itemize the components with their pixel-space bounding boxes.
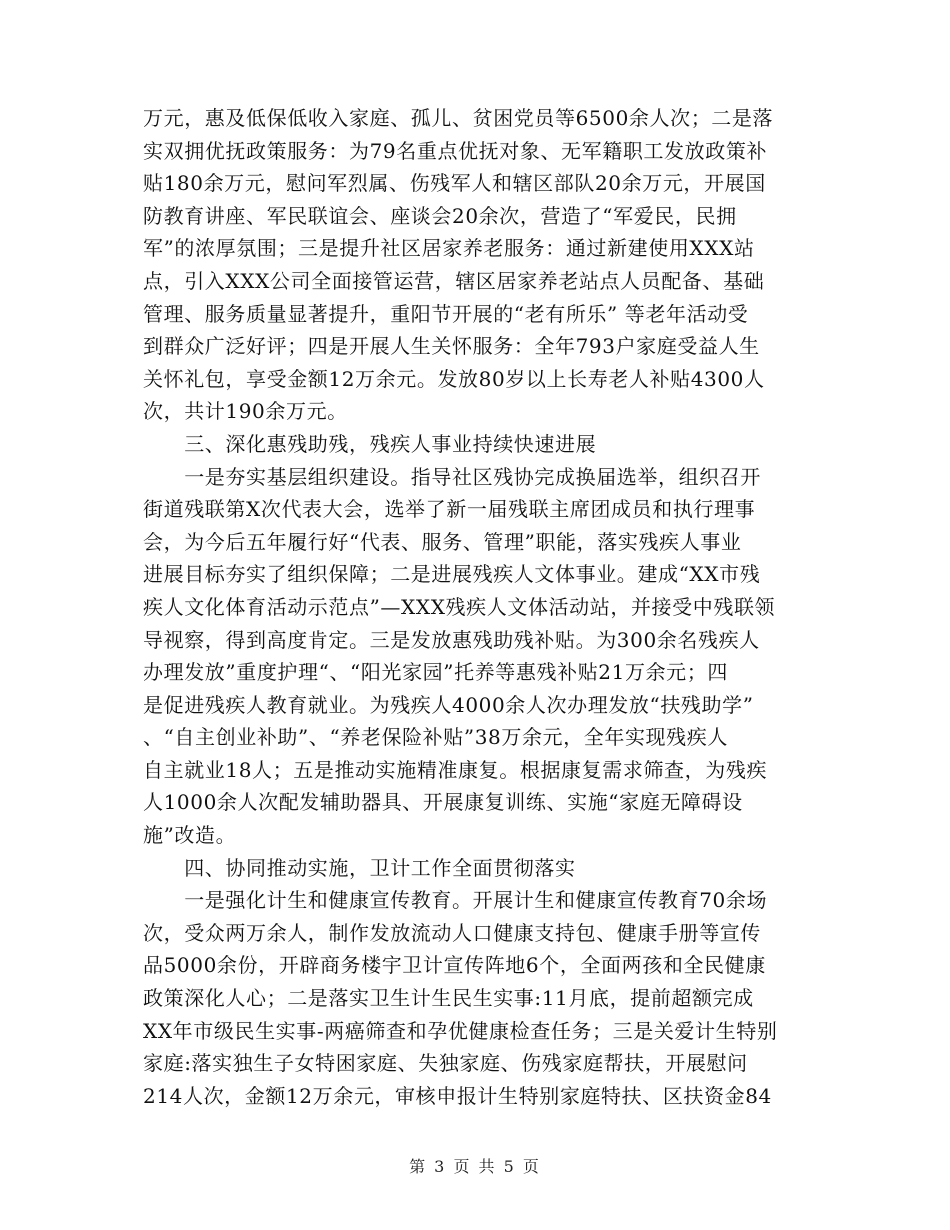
text-line: 军”的浓厚氛围；三是提升社区居家养老服务：通过新建使用XXX站 [143, 236, 755, 261]
text-line: 一是夯实基层组织建设。指导社区残协完成换届选举，组织召开 [143, 464, 761, 489]
text-line: 家庭:落实独生子女特困家庭、失独家庭、伤残家庭帮扶，开展慰问 [143, 1051, 748, 1076]
page-footer: 第 3 页 共 5 页 [409, 1157, 541, 1176]
text-line: 自主就业18人；五是推动实施精准康复。根据康复需求筛查，为残疾 [143, 757, 768, 782]
text-line: 人1000余人次配发辅助器具、开展康复训练、实施“家庭无障碍设 [143, 790, 743, 815]
text-line: 导视察，得到高度肯定。三是发放惠残助残补贴。为300余名残疾人 [143, 627, 760, 652]
section-heading: 三、深化惠残助残，残疾人事业持续快速进展 [143, 431, 597, 456]
text-line: 万元，惠及低保低收入家庭、孤儿、贫困党员等6500余人次；二是落 [143, 106, 774, 130]
text-line: 进展目标夯实了组织保障；二是进展残疾人文体事业。建成“XX市残 [143, 562, 761, 587]
text-line: 街道残联第X次代表大会，选举了新一届残联主席团成员和执行理事 [143, 497, 756, 522]
text-line: 一是强化计生和健康宣传教育。开展计生和健康宣传教育70余场 [143, 888, 768, 913]
text-line: 防教育讲座、军民联谊会、座谈会20余次，营造了“军爱民，民拥 [143, 203, 737, 228]
text-line: 品5000余份，开辟商务楼宇卫计宣传阵地6个，全面两孩和全民健康 [143, 953, 766, 978]
text-line: 政策深化人心；二是落实卫生计生民生实事:11月底，提前超额完成 [143, 986, 754, 1011]
text-line: 到群众广泛好评；四是开展人生关怀服务：全年793户家庭受益人生 [143, 334, 760, 359]
text-line: 实双拥优抚政策服务：为79名重点优抚对象、无军籍职工发放政策补 [143, 138, 768, 163]
text-line: 管理、服务质量显著提升，重阳节开展的“老有所乐” 等老年活动受 [143, 301, 749, 326]
text-line: XX年市级民生实事-两癌筛查和孕优健康检查任务；三是关爱计生特别 [143, 1018, 778, 1043]
text-line: 疾人文化体育活动示范点”—XXX残疾人文体活动站，并接受中残联领 [143, 594, 776, 619]
text-line: 关怀礼包，享受金额12万余元。发放80岁以上长寿老人补贴4300人 [143, 366, 765, 391]
text-line: 点，引入XXX公司全面接管运营，辖区居家养老站点人员配备、基础 [143, 268, 765, 293]
text-line: 施”改造。 [143, 823, 237, 848]
text-line: 次，受众两万余人，制作发放流动人口健康支持包、健康手册等宣传 [143, 920, 761, 945]
text-line: 次，共计190余万元。 [143, 399, 348, 424]
text-line: 、“自主创业补助”、“养老保险补贴”38万余元，全年实现残疾人 [143, 725, 728, 750]
section-heading: 四、协同推动实施，卫计工作全面贯彻落实 [143, 855, 576, 880]
document-body [143, 102, 843, 1112]
text-line: 会，为今后五年履行好“代表、服务、管理”职能，落实残疾人事业 [143, 529, 742, 554]
text-line: 是促进残疾人教育就业。为残疾人4000余人次办理发放“扶残助学” [143, 692, 754, 717]
text-line: 办理发放”重度护理“、“阳光家园”托养等惠残补贴21万余元；四 [143, 660, 728, 685]
text-line: 贴180余万元，慰问军烈属、伤残军人和辖区部队20余万元，开展国 [143, 171, 766, 196]
text-line: 214人次，金额12万余元，审核申报计生特别家庭特扶、区扶资金84 [143, 1083, 772, 1108]
